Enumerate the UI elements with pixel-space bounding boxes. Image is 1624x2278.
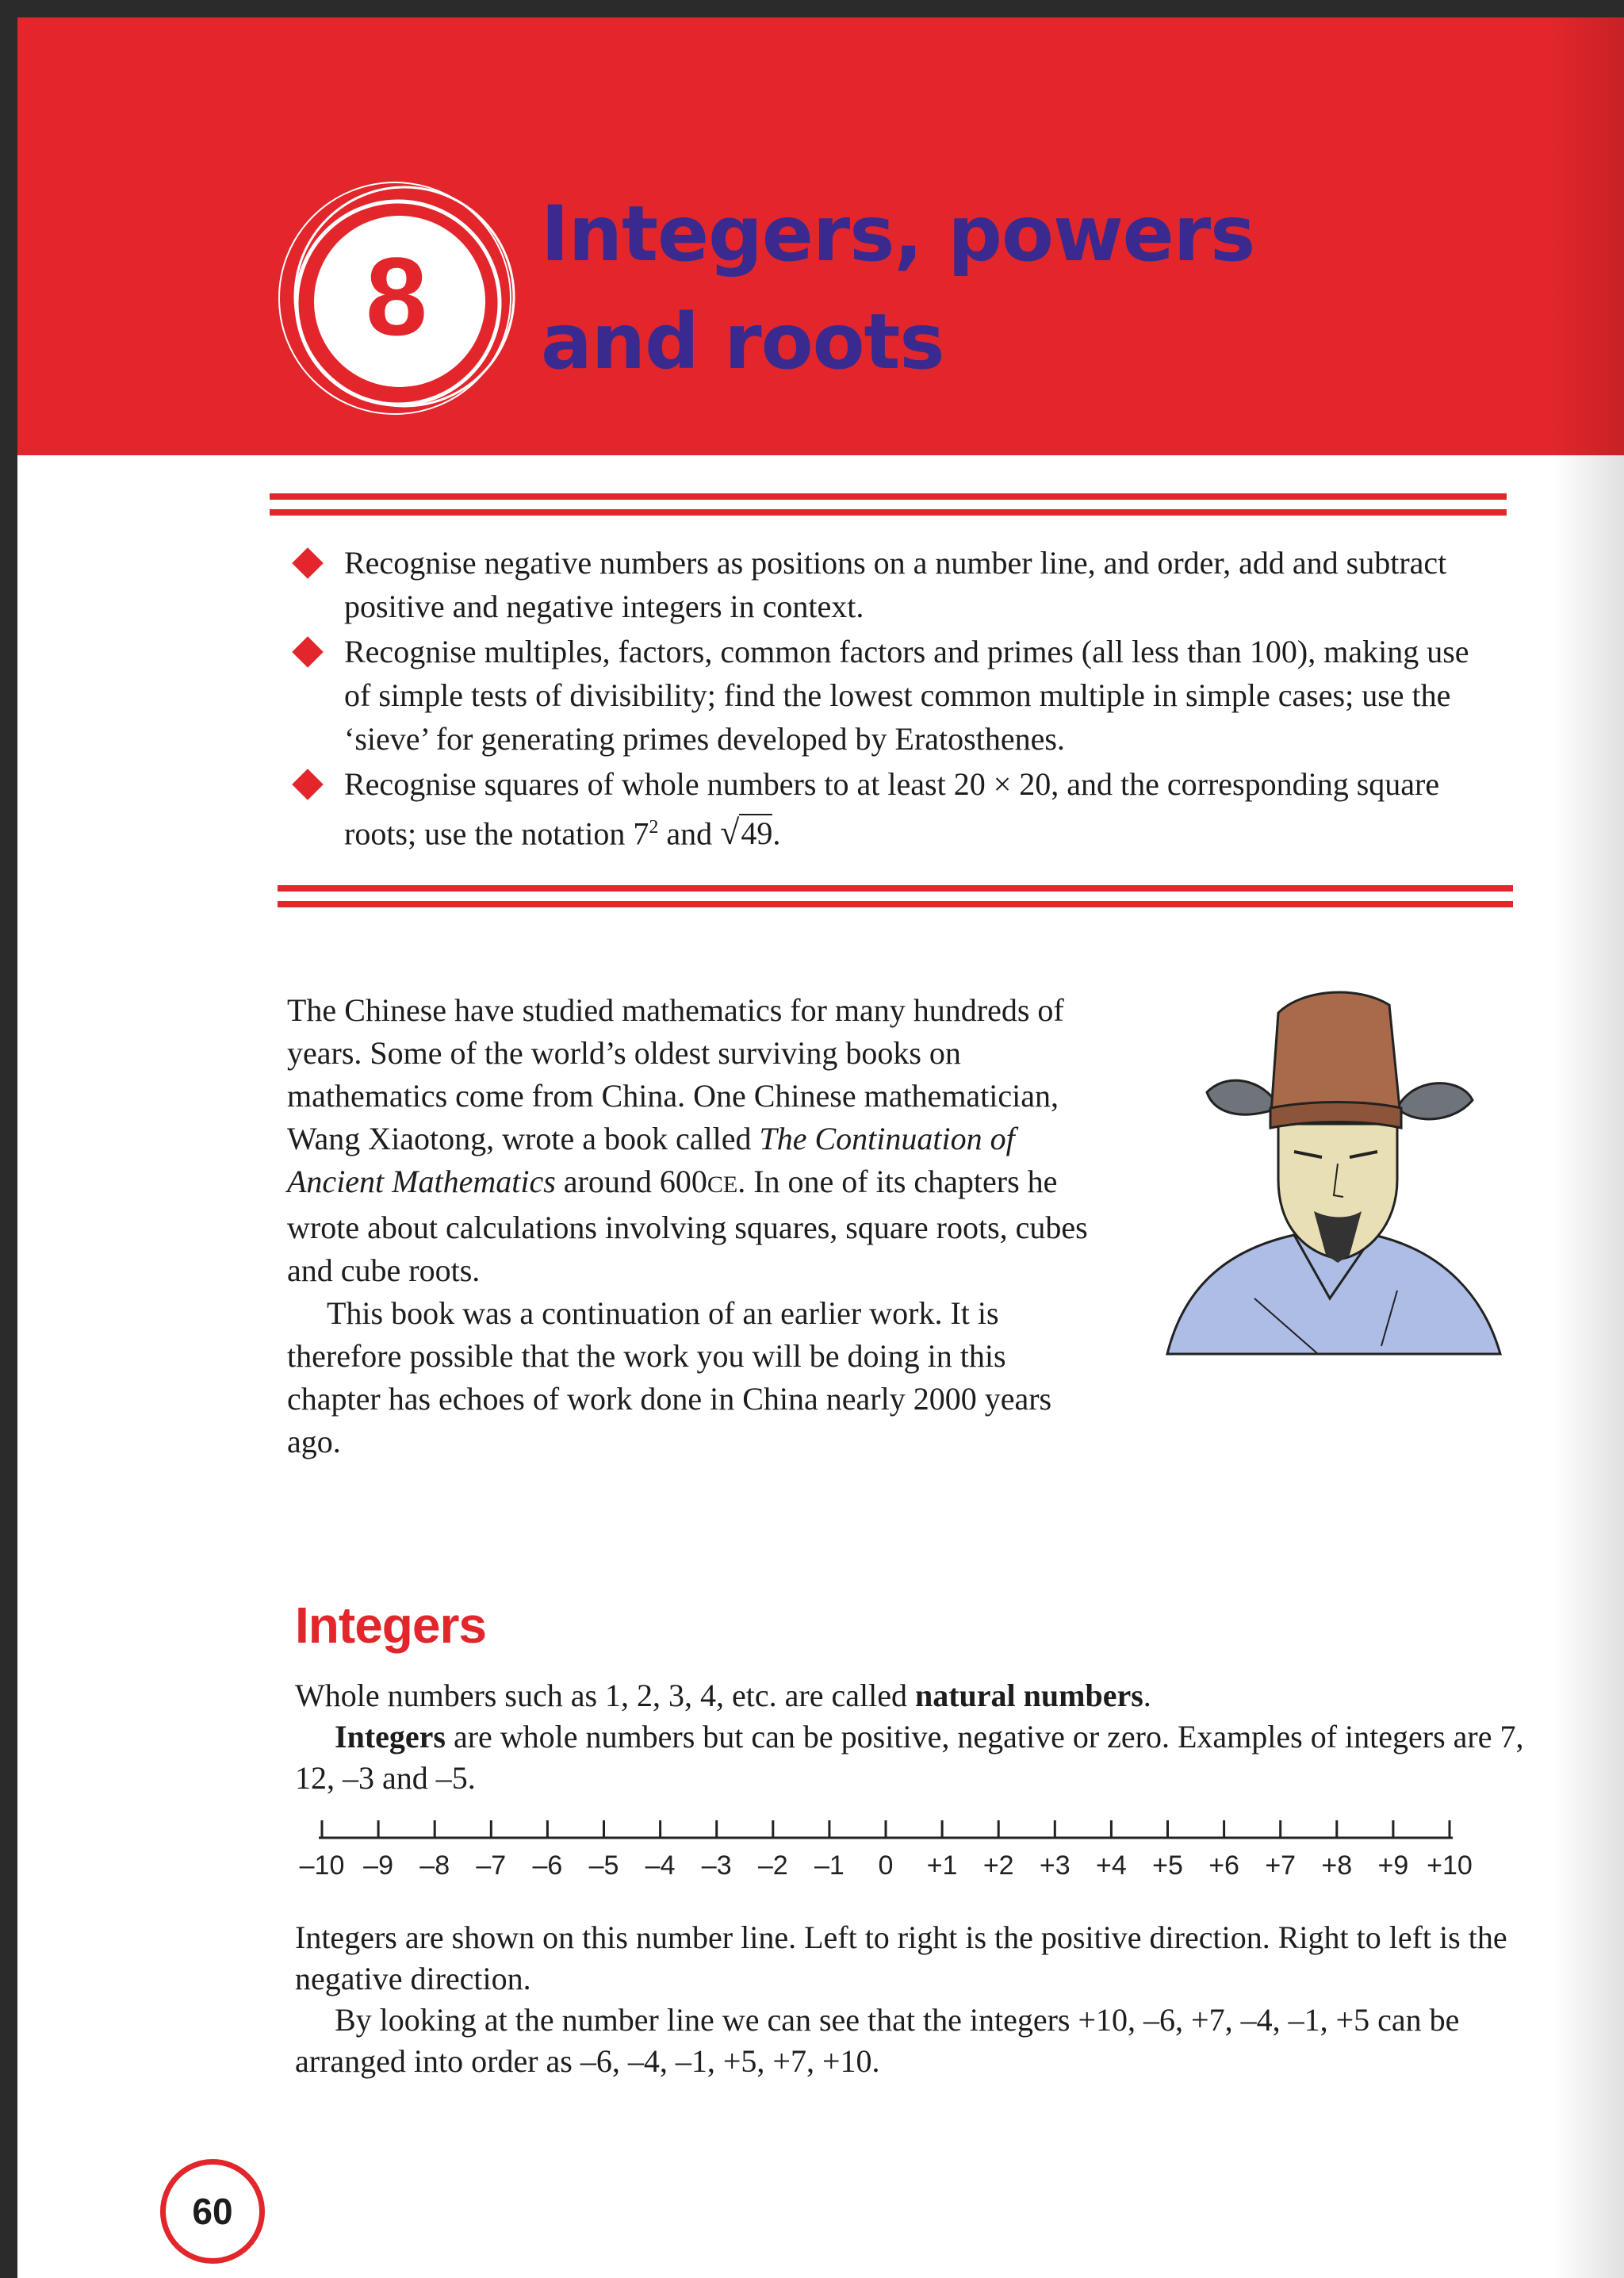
radicand: 49 bbox=[741, 815, 773, 852]
objective-text: Recognise negative numbers as positions on a number line, and order, add and subtract positive and negative integers in context. bbox=[344, 545, 1447, 624]
number-line-label: +1 bbox=[926, 1850, 958, 1881]
number-line-label: +2 bbox=[982, 1850, 1014, 1881]
number-line-label: –10 bbox=[299, 1850, 345, 1881]
exponent: 2 bbox=[649, 817, 659, 838]
objective-text-start: Recognise squares of whole numbers to at least 20 × 20, and the corresponding square roots; use the notation 7 bbox=[344, 766, 1440, 852]
number-line-label: 0 bbox=[878, 1850, 894, 1881]
chapter-number: 8 bbox=[366, 234, 427, 359]
objectives-bottom-rule bbox=[278, 885, 1513, 892]
number-line-label: –1 bbox=[814, 1850, 845, 1881]
page-number: 60 bbox=[160, 2159, 265, 2264]
chapter-title-line-2: and roots bbox=[541, 297, 944, 386]
number-line bbox=[299, 1806, 1477, 1885]
intro-paragraph-1: The Chinese have studied mathematics for many hundreds of years. Some of the world’s oldest surviving books on mathematics come from China. One Chinese mathematician, Wang Xiaotong, wrote a book called The Continuation of Ancient Mathematics around 600CE. In one of its chapters he wrote about calculations involving squares, square roots, cubes and cube roots. bbox=[287, 992, 1088, 1288]
era-abbreviation: CE bbox=[707, 1172, 738, 1198]
chapter-introduction bbox=[287, 989, 1088, 1463]
number-line-label: +4 bbox=[1096, 1850, 1127, 1881]
radical-sign: √ bbox=[720, 813, 740, 853]
number-line-label: –3 bbox=[701, 1850, 732, 1881]
objectives-bottom-rule-2 bbox=[278, 901, 1513, 907]
learning-objectives-list bbox=[287, 541, 1492, 857]
number-line-label: –5 bbox=[588, 1850, 619, 1881]
objectives-top-rule-2 bbox=[270, 509, 1507, 516]
objective-text: Recognise multiples, factors, common factors and primes (all less than 100), making use of simple tests of divisibility; find the lowest common multiple in simple cases; use the ‘sieve’ for generating primes developed by Eratosthenes. bbox=[344, 634, 1469, 757]
number-line-label: +7 bbox=[1265, 1850, 1297, 1881]
number-line-label: +3 bbox=[1039, 1850, 1071, 1881]
number-line-label: –8 bbox=[419, 1850, 450, 1881]
number-line-label: +6 bbox=[1208, 1850, 1239, 1881]
number-line-label: –7 bbox=[476, 1850, 507, 1881]
section-heading-integers: Integers bbox=[295, 1597, 486, 1654]
wang-xiaotong-illustration bbox=[1159, 981, 1508, 1378]
number-line-label: +8 bbox=[1321, 1850, 1353, 1881]
objective-item bbox=[287, 541, 1492, 628]
chapter-number-badge bbox=[271, 170, 533, 431]
objective-text-mid: and bbox=[658, 815, 721, 852]
ordering-paragraph: By looking at the number line we can see that the integers +10, –6, +7, –4, –1, +5 can be arranged into order as –6, –4, –1, +5, +7, +10. bbox=[295, 2002, 1460, 2079]
term-natural-numbers: natural numbers bbox=[914, 1678, 1143, 1713]
number-line-label: –6 bbox=[532, 1850, 563, 1881]
chapter-title-line-1: Integers, powers bbox=[541, 190, 1255, 278]
objective-text-end: . bbox=[772, 815, 781, 852]
integers-paragraph: Integers are whole numbers but can be positive, negative or zero. Examples of integers are 7, 12, –3 and –5. bbox=[295, 1719, 1524, 1796]
diamond-bullet-icon bbox=[292, 769, 324, 800]
chapter-title bbox=[541, 180, 1254, 396]
term-integers: Integers bbox=[335, 1719, 446, 1755]
objectives-top-rule bbox=[270, 493, 1507, 500]
number-line-explanation bbox=[295, 1917, 1532, 2082]
textbook-page bbox=[17, 17, 1624, 2278]
direction-paragraph: Integers are shown on this number line. Left to right is the positive direction. Right to left is the negative direction. bbox=[295, 1919, 1507, 1996]
intro-paragraph-2: This book was a continuation of an earlier work. It is therefore possible that the work you will be doing in this chapter has echoes of work done in China nearly 2000 years ago. bbox=[287, 1295, 1052, 1459]
number-line-label: –2 bbox=[757, 1850, 788, 1881]
number-line-label: –4 bbox=[645, 1850, 676, 1881]
book-title: The Continuation of Ancient Mathematics bbox=[287, 1121, 1015, 1199]
objective-item bbox=[287, 630, 1492, 761]
number-line-label: +10 bbox=[1427, 1850, 1473, 1881]
natural-numbers-paragraph: Whole numbers such as 1, 2, 3, 4, etc. are called natural numbers. bbox=[295, 1678, 1151, 1713]
diamond-bullet-icon bbox=[292, 636, 324, 668]
number-line-label: –9 bbox=[363, 1850, 394, 1881]
objective-item bbox=[287, 762, 1492, 855]
diamond-bullet-icon bbox=[292, 547, 324, 579]
integers-definition bbox=[295, 1675, 1532, 1799]
number-line-label: +9 bbox=[1377, 1850, 1409, 1881]
square-root-notation bbox=[720, 811, 772, 855]
number-line-label: +5 bbox=[1152, 1850, 1183, 1881]
